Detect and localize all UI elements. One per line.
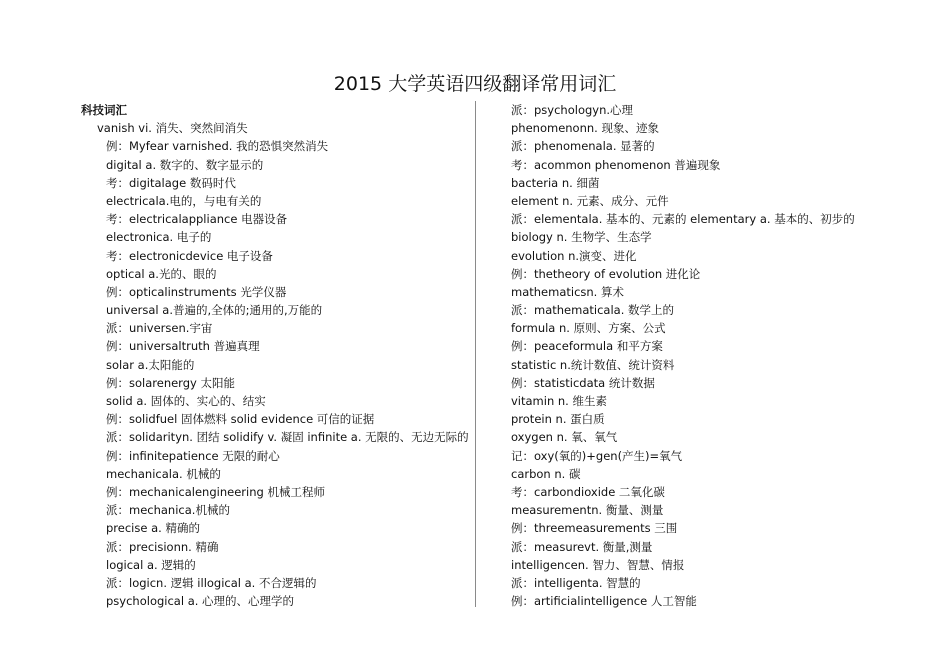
vocab-entry: statistic n.统计数值、统计资料 [511, 357, 675, 372]
vocab-entry: 派：mathematicala. 数学上的 [511, 303, 674, 318]
vocab-entry: bacteria n. 细菌 [511, 175, 600, 190]
vocab-entry: 考：electricalappliance 电器设备 [106, 212, 288, 227]
vocab-entry: 派：solidarityn. 团结 solidify v. 凝固 infinite a. 无限的、无边无际的 [106, 430, 469, 445]
vocab-entry: 例：threemeasurements 三围 [511, 521, 678, 536]
vocab-entry: 例：opticalinstruments 光学仪器 [106, 284, 287, 299]
vocab-entry: 派：phenomenala. 显著的 [511, 139, 655, 154]
vocab-entry: 考：acommon phenomenon 普遍现象 [511, 157, 721, 172]
vocab-entry: 例：Myfear varnished. 我的恐惧突然消失 [106, 139, 329, 154]
vocab-entry: 考：electronicdevice 电子设备 [106, 248, 273, 263]
vocab-entry: electricala.电的，与电有关的 [106, 193, 262, 208]
vocab-entry: oxygen n. 氧、氧气 [511, 430, 618, 445]
vocab-entry: biology n. 生物学、生态学 [511, 230, 652, 245]
page-title: 2015 大学英语四级翻译常用词汇 [333, 73, 617, 95]
vocab-entry: 派：universen.宇宙 [106, 321, 213, 336]
vocab-entry: solar a.太阳能的 [106, 357, 195, 372]
vocab-entry: 派：mechanica.机械的 [106, 503, 230, 518]
vocab-entry: 例：solarenergy 太阳能 [106, 375, 235, 390]
vocab-entry: evolution n.演变、进化 [511, 248, 637, 263]
vocab-entry: measurementn. 衡量、测量 [511, 503, 664, 518]
vocab-entry: digital a. 数字的、数字显示的 [106, 157, 264, 172]
vocab-entry: 例：thetheory of evolution 进化论 [511, 266, 701, 281]
vocab-entry: 例：solidfuel 固体燃料 solid evidence 可信的证据 [106, 412, 375, 427]
vocab-entry: 例：peaceformula 和平方案 [511, 339, 663, 354]
vocab-entry: optical a.光的、眼的 [106, 266, 217, 281]
vocab-entry: formula n. 原则、方案、公式 [511, 321, 666, 336]
vocab-entry: universal a.普遍的,全体的;通用的,万能的 [106, 303, 323, 318]
vocab-entry: protein n. 蛋白质 [511, 412, 605, 427]
vocab-entry: electronica. 电子的 [106, 230, 212, 245]
vocab-entry: 例：statisticdata 统计数据 [511, 375, 655, 390]
vocab-entry: element n. 元素、成分、元件 [511, 193, 669, 208]
left-column [81, 101, 469, 610]
vocab-entry: carbon n. 碳 [511, 466, 581, 481]
vocab-entry: 派：measurevt. 衡量,测量 [511, 539, 653, 554]
right-column [511, 101, 855, 610]
vocab-entry: vitamin n. 维生素 [511, 394, 607, 408]
vocab-entry: 考：digitalage 数码时代 [106, 175, 236, 190]
vocab-entry: logical a. 逻辑的 [106, 557, 196, 572]
vocab-entry: psychological a. 心理的、心理学的 [106, 594, 295, 609]
vocab-entry: intelligencen. 智力、智慧、情报 [511, 557, 685, 572]
vocab-entry: mathematicsn. 算术 [511, 284, 624, 299]
vocab-entry: 派：psychologyn.心理 [511, 103, 634, 117]
column-divider [475, 101, 476, 607]
vocab-entry: 记：oxy(氧的)+gen(产生)=氧气 [511, 448, 683, 463]
vocab-entry: 派：intelligenta. 智慧的 [511, 575, 641, 590]
vocab-entry: 派：logicn. 逻辑 illogical a. 不合逻辑的 [106, 575, 317, 590]
vocab-entry: vanish vi. 消失、突然间消失 [97, 121, 248, 136]
vocab-entry: 例：mechanicalengineering 机械工程师 [106, 484, 325, 499]
vocab-entry: solid a. 固体的、实心的、结实 [106, 394, 266, 408]
vocab-entry: mechanicala. 机械的 [106, 466, 221, 481]
vocab-entry: 考：carbondioxide 二氧化碳 [511, 484, 665, 499]
vocab-entry: 例：infinitepatience 无限的耐心 [106, 448, 280, 463]
vocab-entry: phenomenonn. 现象、迹象 [511, 121, 659, 136]
vocab-entry: 派：precisionn. 精确 [106, 539, 219, 554]
vocab-entry: 例：universaltruth 普遍真理 [106, 339, 260, 354]
section-heading: 科技词汇 [81, 103, 127, 117]
vocab-entry: precise a. 精确的 [106, 521, 200, 536]
vocab-entry: 派：elementala. 基本的、元素的 elementary a. 基本的、初步的 [511, 212, 855, 227]
vocab-entry: 例：artificialintelligence 人工智能 [511, 594, 697, 609]
